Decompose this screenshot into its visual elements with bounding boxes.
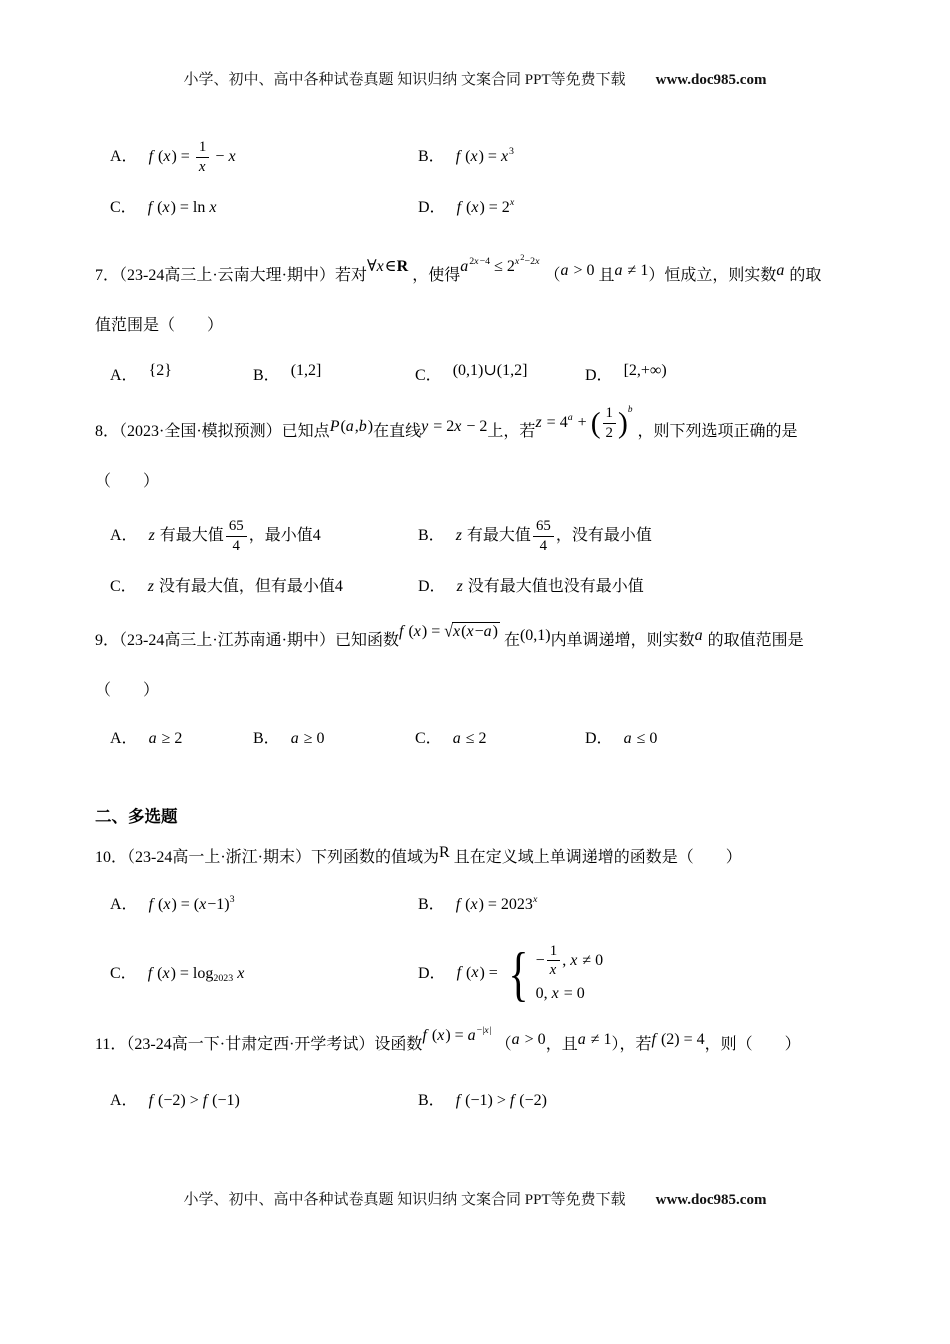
option-formula: f (−2) > f (−1)	[148, 1091, 240, 1109]
option-formula: f (x) = $\frac{1}{x}$ − x	[148, 139, 236, 175]
question-number: 7．	[95, 266, 120, 284]
option-formula: a ≤ 2	[452, 729, 487, 747]
option-text: z 没有最大值，但有最小值4	[147, 577, 343, 595]
option-formula: {2}	[148, 361, 172, 379]
option-label: A．	[110, 148, 138, 166]
question-number: 10．	[95, 848, 128, 866]
option-text: z 有最大值 $\frac{65}{4}$ ，最小值4	[148, 517, 321, 554]
q7-option-b	[253, 359, 415, 393]
option-label: C．	[415, 366, 442, 384]
header-url-link[interactable]: www.doc985.com	[655, 72, 767, 88]
option-text: z 有最大值 $\frac{65}{4}$ ，没有最小值	[455, 517, 652, 554]
option-label: D．	[418, 964, 446, 982]
question-9-stem	[95, 616, 865, 716]
option-label: B．	[418, 895, 445, 913]
option-formula: a ≥ 0	[290, 729, 325, 747]
option-formula: f $(x) = x^3$	[455, 146, 514, 166]
question-text: （23-24高三上·云南大理·期中）若对∀x∈R ，使得$a^{2x-4} \le 2^{x^2-2x}$ （a > 0 且a ≠ 1）恒成立，则实数a 的取 值范围是（ ）	[95, 251, 822, 334]
option-label: D．	[418, 198, 446, 216]
option-label: D．	[418, 577, 446, 595]
q8-option-c	[110, 570, 418, 604]
option-formula: f $(x) = 2^x$	[456, 196, 515, 216]
option-label: D．	[585, 366, 613, 384]
question-number: 11．	[95, 1035, 127, 1053]
option-label: C．	[415, 729, 442, 747]
option-label: A．	[110, 729, 138, 747]
question-text: （23-24高一下·甘肃定西·开学考试）设函数f $(x) = a^{-|x|}$ （a > 0，且a ≠ 1），若f (2) = 4，则（ ）	[126, 1024, 801, 1053]
q7-option-c	[415, 359, 585, 393]
question-number: 8．	[95, 422, 120, 440]
q10-option-d	[418, 940, 865, 1007]
q8-option-a	[110, 519, 418, 554]
option-label: A．	[110, 1091, 138, 1109]
q6-option-b	[418, 140, 865, 174]
q9-option-d	[585, 722, 865, 756]
q9-option-a	[110, 722, 253, 756]
option-label: B．	[418, 527, 445, 545]
q8-option-b	[418, 519, 865, 554]
exam-content	[95, 128, 865, 1118]
option-label: C．	[110, 577, 137, 595]
header-text: 小学、初中、高中各种试卷真题 知识归纳 文案合同 PPT等免费下载	[183, 72, 626, 88]
page-header	[0, 68, 950, 89]
q10-option-c	[110, 957, 418, 991]
question-text: （23-24高三上·江苏南通·期中）已知函数f (x) = √x(x−a) 在(0,1)内单调递增，则实数a 的取值范围是 （ ）	[95, 621, 804, 699]
option-formula: f (x) = ln x	[147, 198, 217, 216]
question-10-stem	[95, 836, 865, 880]
question-6-options	[110, 140, 865, 225]
option-label: C．	[110, 964, 137, 982]
question-text: （2023·全国·模拟预测）已知点P(a,b)在直线y = 2x − 2上，若$z = 4^a$ + ( $\frac{1}{2}$ )$^b$ ，则下列选项正确的是 （ ）	[95, 404, 798, 490]
question-10-options	[110, 888, 865, 1007]
question-7-options	[110, 359, 865, 393]
option-formula: [2,+∞)	[623, 361, 667, 379]
option-formula: f $(x) = 2023^x$	[455, 893, 538, 913]
question-11-options	[110, 1084, 865, 1118]
q9-option-b	[253, 722, 415, 756]
q8-option-d	[418, 570, 865, 604]
option-label: A．	[110, 895, 138, 913]
footer-text: 小学、初中、高中各种试卷真题 知识归纳 文案合同 PPT等免费下载	[183, 1192, 626, 1208]
q10-option-b	[418, 888, 865, 922]
option-label: B．	[253, 366, 280, 384]
question-number: 9．	[95, 631, 120, 649]
q10-option-a	[110, 888, 418, 922]
option-label: B．	[418, 148, 445, 166]
option-label: B．	[253, 729, 280, 747]
footer-url-link[interactable]: www.doc985.com	[655, 1192, 767, 1208]
question-9-options	[110, 722, 865, 756]
option-label: D．	[585, 729, 613, 747]
option-formula: f (x) = { − $\frac{1}{x}$ , x ≠ 0 0, x = 0	[456, 940, 604, 1007]
section-title-multi-select: 二、多选题	[95, 806, 178, 826]
option-formula: (1,2]	[290, 361, 322, 379]
option-text: z 没有最大值也没有最小值	[456, 577, 644, 595]
page-footer	[0, 1188, 950, 1209]
option-label: A．	[110, 366, 138, 384]
q7-option-d	[585, 359, 865, 393]
option-formula: f $(x) = \log_{2023} x$	[147, 964, 245, 984]
option-formula: f (−1) > f (−2)	[455, 1091, 547, 1109]
question-text: （23-24高一上·浙江·期末）下列函数的值域为R 且在定义域上单调递增的函数是（ ）	[127, 843, 742, 866]
question-8-stem	[95, 404, 865, 507]
option-label: B．	[418, 1091, 445, 1109]
option-formula: a ≥ 2	[148, 729, 183, 747]
option-label: A．	[110, 527, 138, 545]
option-formula: a ≤ 0	[623, 729, 658, 747]
q6-option-a	[110, 140, 418, 175]
option-label: C．	[110, 198, 137, 216]
q11-option-b	[418, 1084, 865, 1118]
q9-option-c	[415, 722, 585, 756]
q7-option-a	[110, 359, 253, 393]
q11-option-a	[110, 1084, 418, 1118]
q6-option-d	[418, 191, 865, 225]
q6-option-c	[110, 191, 418, 225]
question-11-stem	[95, 1020, 865, 1070]
option-formula: f $(x) = (x-1)^3$	[148, 893, 235, 913]
option-formula: (0,1)∪(1,2]	[452, 361, 528, 379]
question-7-stem	[95, 251, 865, 351]
question-8-options	[110, 519, 865, 604]
